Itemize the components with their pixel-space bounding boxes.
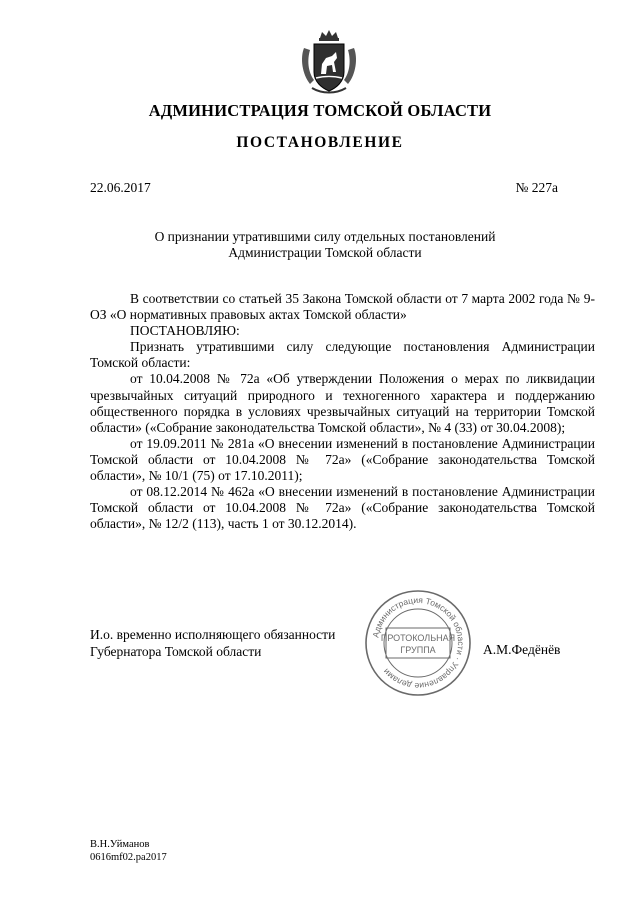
- document-date: 22.06.2017: [90, 180, 151, 195]
- stamp-inner-ring: [384, 609, 452, 677]
- subject-line-1: О признании утратившими силу отдельных постановлений: [154, 229, 496, 244]
- body-paragraph-basis: В соответствии со статьей 35 Закона Томской области от 7 марта 2002 года № 9-ОЗ «О нормативных правовых актах Томской области»: [90, 291, 595, 323]
- footer-file-ref: 0616mf02.pa2017: [90, 852, 167, 863]
- document-body: [90, 291, 595, 532]
- coat-of-arms-icon: [298, 28, 360, 96]
- stamp-center-line-2: ГРУППА: [400, 645, 436, 655]
- body-paragraph-declare: Признать утратившими силу следующие постановления Администрации Томской области:: [90, 339, 595, 371]
- official-stamp: [363, 588, 473, 698]
- signatory-name: А.М.Федёнёв: [483, 642, 561, 657]
- document-number: № 227а: [515, 180, 558, 195]
- footer-author: В.Н.Уйманов: [90, 839, 150, 850]
- footer: [90, 838, 167, 864]
- stamp-ring-text: Администрация Томской области · Управление делами: [370, 594, 467, 692]
- body-paragraph-resolve: ПОСТАНОВЛЯЮ:: [130, 323, 240, 339]
- organization-title: АДМИНИСТРАЦИЯ ТОМСКОЙ ОБЛАСТИ: [148, 101, 492, 120]
- body-paragraph-item-2: от 19.09.2011 № 281а «О внесении изменений в постановление Администрации Томской области от 10.04.2008 № 72а» («Собрание законодательства Томской области», № 10/1 (75) от 17.10.2011);: [90, 435, 595, 484]
- document-subject: [90, 229, 560, 261]
- body-paragraph-item-3: от 08.12.2014 № 462а «О внесении изменений в постановление Администрации Томской области от 10.04.2008 № 72а» («Собрание законодательства Томской области», № 12/2 (113), часть 1 от 30.12.2014).: [90, 484, 595, 532]
- subject-line-2: Администрации Томской области: [228, 245, 422, 260]
- signatory-position-line-2: Губернатора Томской области: [90, 644, 262, 659]
- signatory-position-line-1: И.о. временно исполняющего обязанности: [90, 627, 336, 642]
- signatory-position: [90, 626, 335, 660]
- stamp-outer-ring: [366, 591, 470, 695]
- document-kind: ПОСТАНОВЛЕНИЕ: [236, 134, 404, 151]
- body-paragraph-item-1: от 10.04.2008 № 72а «Об утверждении Положения о мерах по ликвидации чрезвычайных ситуаций природного и техногенного характера и поддержанию общественного порядка в условиях чрезвычайных ситуаций на территории Томской области» («Собрание законодательства Томской области», № 4 (33) от 30.04.2008);: [90, 371, 595, 435]
- stamp-center-line-1: ПРОТОКОЛЬНАЯ: [380, 633, 456, 643]
